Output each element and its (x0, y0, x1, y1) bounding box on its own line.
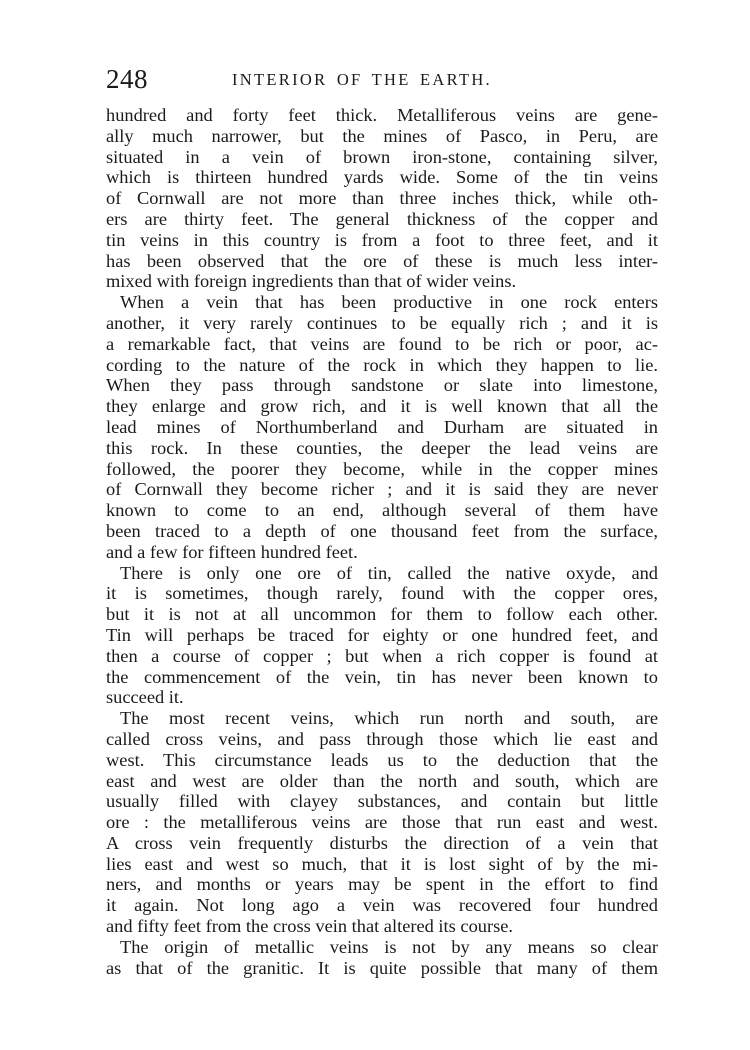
page-header (106, 62, 658, 96)
text-line: succeed it. (106, 687, 184, 708)
text-line: of Cornwall are not more than three inches thick, while oth- (106, 188, 658, 209)
text-line: a remarkable fact, that veins are found to be rich or poor, ac- (106, 333, 658, 354)
text-line: west. This circumstance leads us to the deduction that the (106, 749, 658, 770)
text-line: There is only one ore of tin, called the native oxyde, and (120, 562, 658, 583)
text-line: it again. Not long ago a vein was recovered four hundred (106, 895, 658, 916)
text-line: called cross veins, and pass through those which lie east and (106, 728, 658, 749)
text-line: mixed with foreign ingredients than that of wider veins. (106, 271, 517, 292)
text-line: The most recent veins, which run north and south, are (120, 708, 658, 729)
text-line: and fifty feet from the cross vein that altered its course. (106, 916, 514, 937)
body-text (106, 105, 658, 978)
text-line: When a vein that has been productive in one rock enters (120, 292, 658, 313)
text-line: another, it very rarely continues to be equally rich ; and it is (106, 312, 658, 333)
text-line: followed, the poorer they become, while in the copper mines (106, 458, 658, 479)
text-line: then a course of copper ; but when a rich copper is found at (106, 645, 658, 666)
text-line: but it is not at all uncommon for them to follow each other. (106, 604, 658, 625)
text-line: lead mines of Northumberland and Durham are situated in (106, 416, 658, 437)
text-line: east and west are older than the north and south, which are (106, 770, 658, 791)
paragraph-3 (106, 563, 658, 709)
text-line: Tin will perhaps be traced for eighty or one hundred feet, and (106, 624, 658, 645)
text-line: as that of the granitic. It is quite possible that many of them (106, 957, 658, 978)
paragraph-2 (106, 292, 658, 562)
paragraph-4 (106, 708, 658, 937)
text-line: of Cornwall they become richer ; and it is said they are never (106, 479, 658, 500)
text-line: hundred and forty feet thick. Metalliferous veins are gene- (106, 105, 658, 125)
text-line: lies east and west so much, that it is lost sight of by the mi- (106, 853, 658, 874)
text-line: which is thirteen hundred yards wide. Some of the tin veins (106, 167, 658, 188)
text-line: usually filled with clayey substances, and contain but little (106, 791, 658, 812)
text-line: ers are thirty feet. The general thickness of the copper and (106, 208, 658, 229)
text-line: ners, and months or years may be spent in the effort to find (106, 874, 658, 895)
paragraph-5 (106, 937, 658, 979)
text-line: ally much narrower, but the mines of Pasco, in Peru, are (106, 125, 658, 146)
text-line: been traced to a depth of one thousand feet from the surface, (106, 520, 658, 541)
text-line: known to come to an end, although several of them have (106, 500, 658, 521)
text-line: the commencement of the vein, tin has never been known to (106, 666, 658, 687)
running-head: INTERIOR OF THE EARTH. (232, 70, 492, 89)
page-number: 248 (106, 64, 148, 94)
text-line: The origin of metallic veins is not by any means so clear (120, 936, 658, 957)
text-line: When they pass through sandstone or slate into limestone, (106, 375, 658, 396)
text-line: and a few for fifteen hundred feet. (106, 541, 358, 562)
text-line: situated in a vein of brown iron-stone, containing silver, (106, 146, 658, 167)
text-line: it is sometimes, though rarely, found with the copper ores, (106, 583, 658, 604)
text-line: they enlarge and grow rich, and it is well known that all the (106, 396, 658, 417)
text-line: cording to the nature of the rock in which they happen to lie. (106, 354, 658, 375)
paragraph-1 (106, 105, 658, 292)
text-line: ore : the metalliferous veins are those that run east and west. (106, 812, 658, 833)
text-line: this rock. In these counties, the deeper the lead veins are (106, 437, 658, 458)
text-line: A cross vein frequently disturbs the direction of a vein that (106, 832, 658, 853)
text-line: tin veins in this country is from a foot to three feet, and it (106, 229, 658, 250)
text-line: has been observed that the ore of these is much less inter- (106, 250, 658, 271)
